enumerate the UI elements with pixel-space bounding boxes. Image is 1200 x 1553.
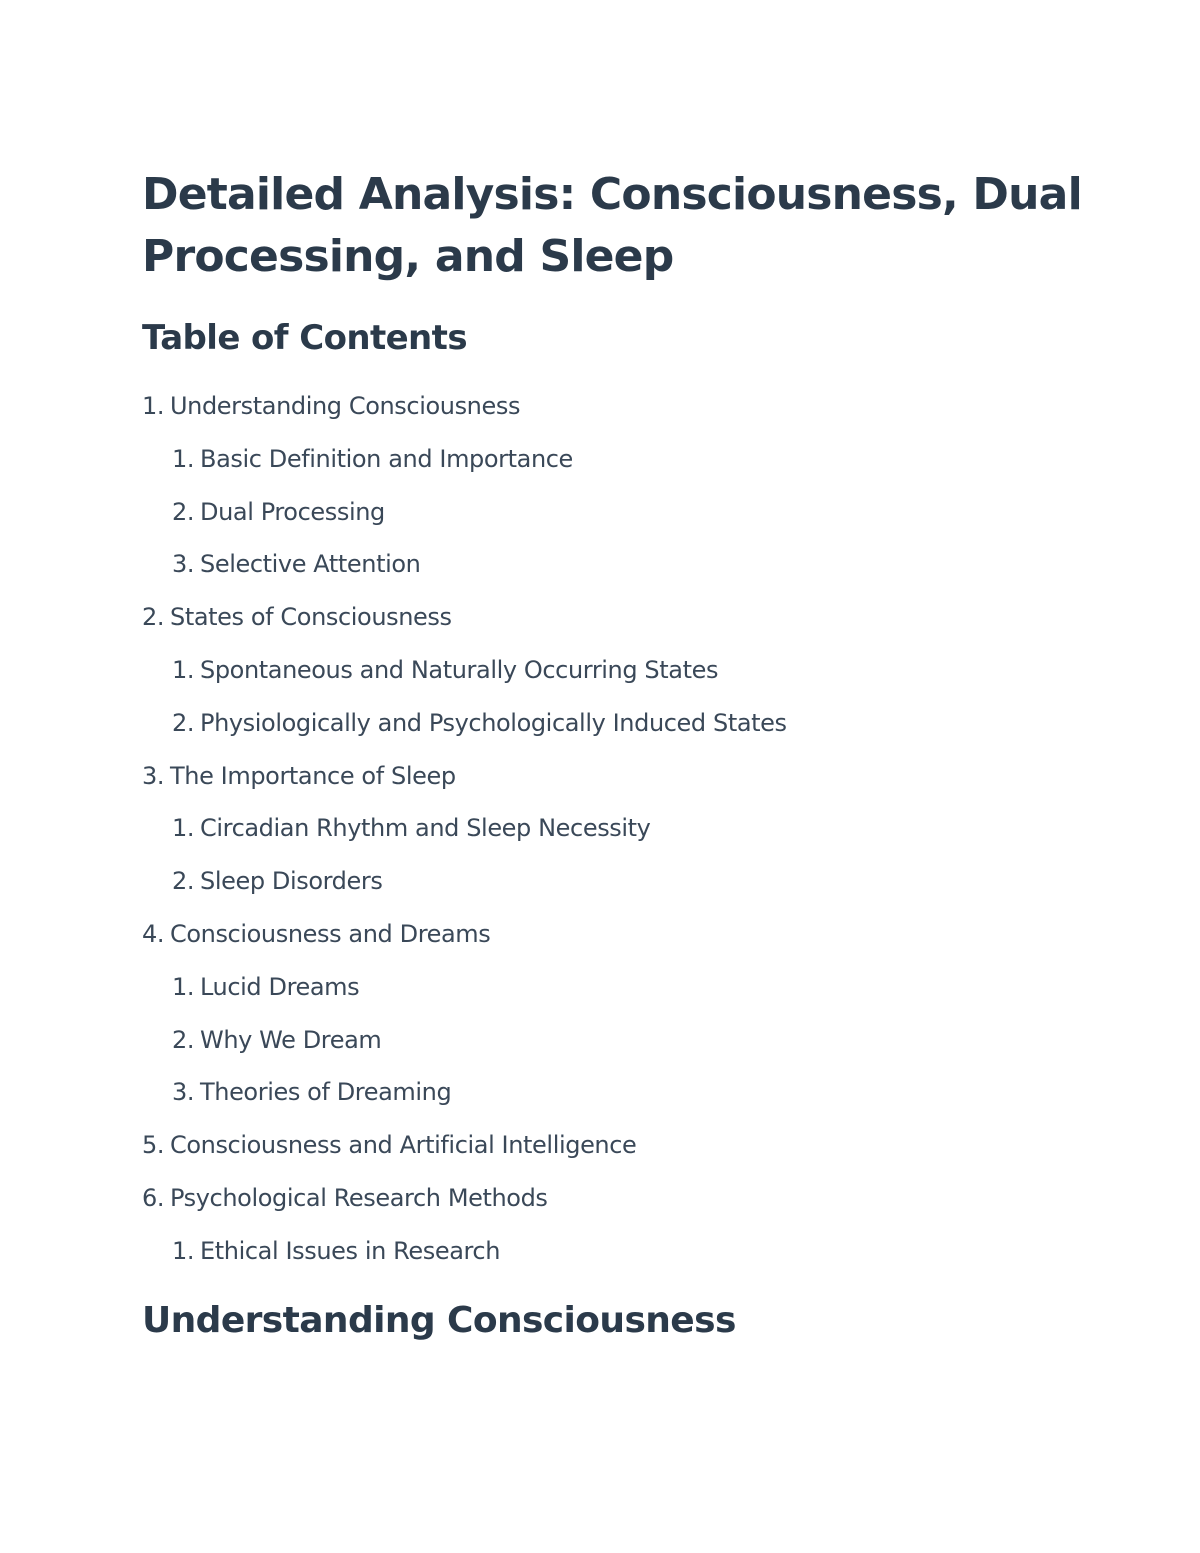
toc-item-number: 3. (172, 1078, 195, 1107)
toc-item[interactable] (142, 1020, 787, 1073)
toc-item[interactable] (142, 1072, 787, 1125)
toc-item[interactable] (142, 1178, 787, 1231)
toc-item-label: Theories of Dreaming (200, 1078, 452, 1107)
toc-item[interactable] (142, 703, 787, 756)
toc-item-label: Selective Attention (200, 550, 421, 579)
toc-item[interactable] (142, 808, 787, 861)
toc-item-number: 2. (142, 603, 165, 632)
toc-item-number: 1. (142, 392, 165, 420)
toc-item-label: Spontaneous and Naturally Occurring States (200, 655, 719, 684)
toc-item-label: Consciousness and Artificial Intelligence (170, 1131, 637, 1160)
toc-item[interactable] (142, 1125, 787, 1178)
toc-item-number: 4. (142, 919, 165, 948)
toc-item-label: Dual Processing (200, 497, 385, 526)
toc-item-number: 2. (172, 867, 195, 896)
toc-item[interactable] (142, 386, 787, 439)
toc-item[interactable] (142, 756, 787, 809)
toc-item[interactable] (142, 650, 787, 703)
toc-item-number: 5. (142, 1131, 165, 1160)
toc-item-label: Lucid Dreams (200, 972, 360, 1001)
toc-item[interactable] (142, 861, 787, 914)
toc-item-number: 3. (172, 550, 195, 579)
toc-item[interactable] (142, 439, 787, 492)
table-of-contents (142, 386, 787, 1284)
toc-item-number: 1. (172, 814, 195, 843)
toc-item[interactable] (142, 914, 787, 967)
toc-item-number: 1. (172, 972, 195, 1001)
toc-item-number: 3. (142, 761, 165, 790)
toc-item-label: Psychological Research Methods (170, 1183, 548, 1212)
toc-item-number: 2. (172, 1025, 195, 1054)
toc-item[interactable] (142, 1231, 787, 1284)
toc-item-number: 1. (172, 1236, 195, 1265)
toc-item-label: States of Consciousness (170, 603, 452, 632)
document-page (142, 0, 1082, 1553)
toc-item-label: Why We Dream (200, 1025, 382, 1054)
toc-item-label: Basic Definition and Importance (200, 444, 573, 473)
toc-item[interactable] (142, 597, 787, 650)
toc-item-number: 1. (172, 655, 195, 684)
toc-item-number: 2. (172, 708, 195, 737)
toc-item-number: 1. (172, 444, 195, 473)
toc-item-label: Circadian Rhythm and Sleep Necessity (200, 814, 651, 843)
toc-item-number: 2. (172, 497, 195, 526)
toc-item-number: 6. (142, 1183, 165, 1212)
toc-item-label: Physiologically and Psychologically Induced States (200, 708, 787, 737)
toc-item[interactable] (142, 544, 787, 597)
toc-heading: Table of Contents (142, 318, 467, 358)
toc-item[interactable] (142, 967, 787, 1020)
toc-item-label: Consciousness and Dreams (170, 919, 491, 948)
toc-item-label: Understanding Consciousness (170, 392, 521, 420)
toc-item-label: Ethical Issues in Research (200, 1236, 501, 1265)
document-title: Detailed Analysis: Consciousness, Dual Processing, and Sleep (142, 169, 1082, 282)
section-heading: Understanding Consciousness (142, 1300, 736, 1341)
toc-item-label: The Importance of Sleep (170, 761, 456, 790)
toc-item-label: Sleep Disorders (200, 867, 383, 896)
toc-item[interactable] (142, 492, 787, 545)
